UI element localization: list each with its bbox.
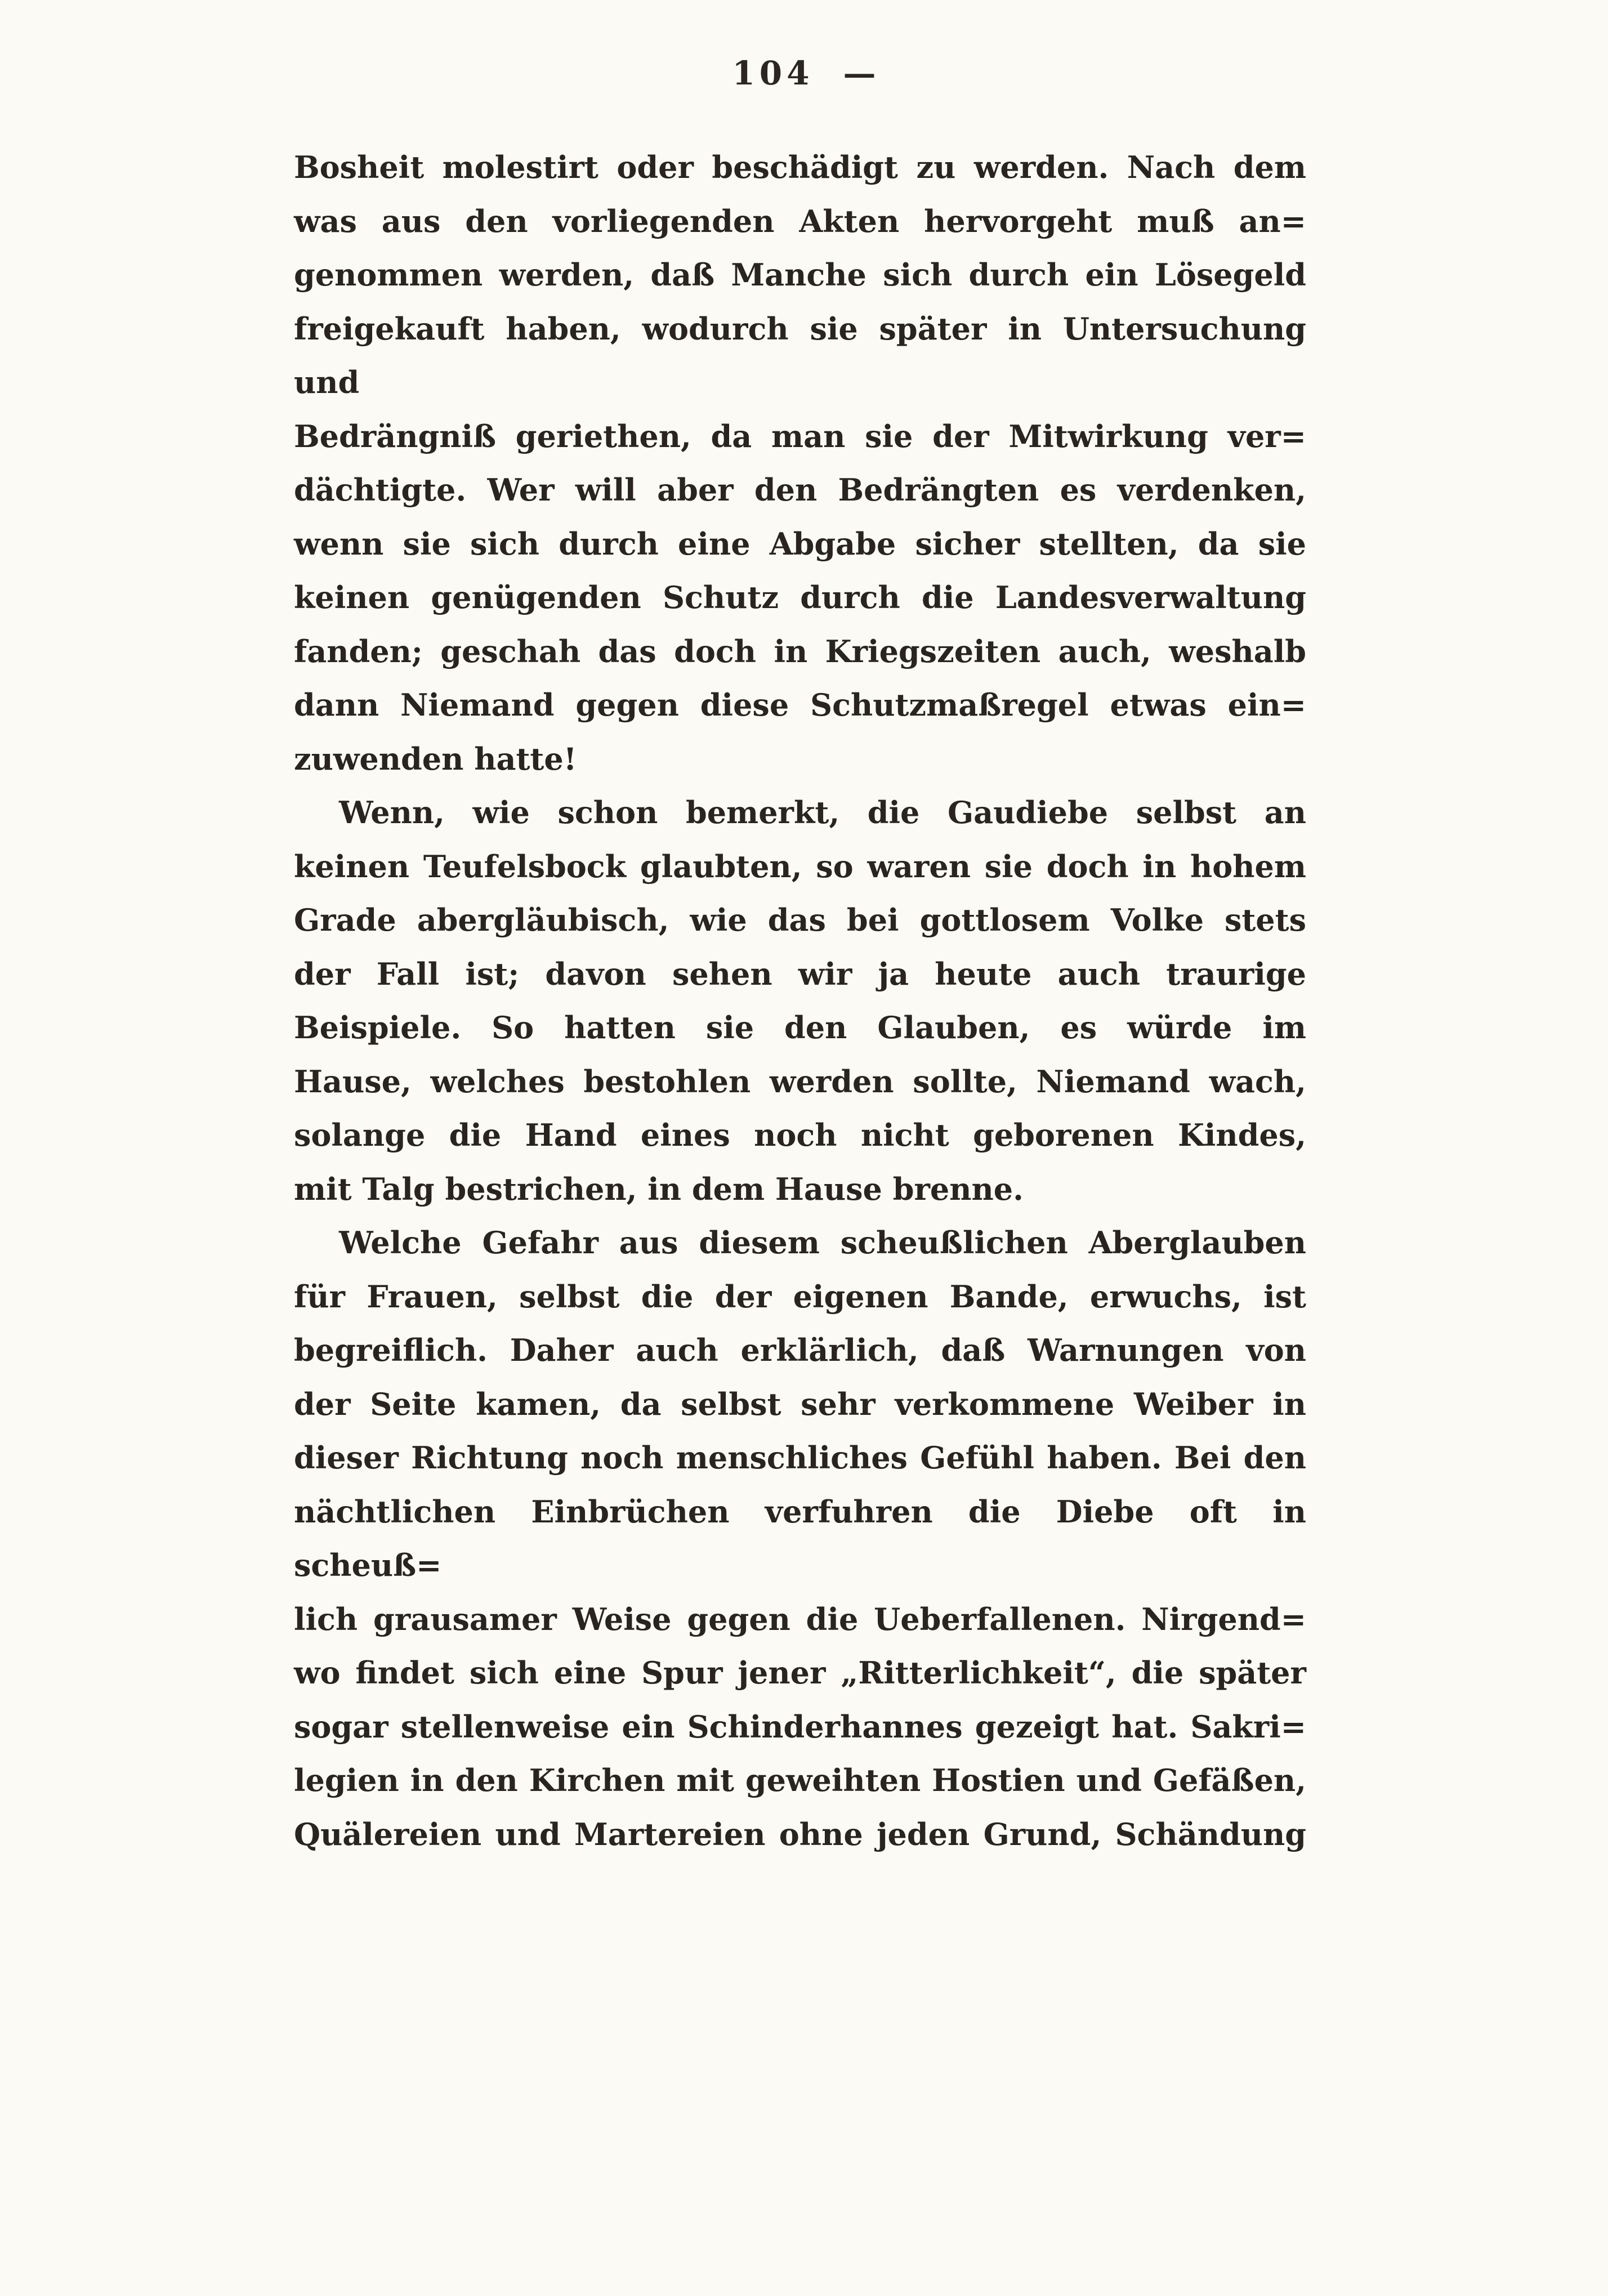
paragraph xyxy=(294,141,1306,786)
text-line: sogar stellenweise ein Schinderhannes gezeigt hat. Sakri= xyxy=(294,1708,1306,1745)
text-line: lich grausamer Weise gegen die Ueberfallenen. Nirgend= xyxy=(294,1601,1306,1637)
paragraph xyxy=(294,786,1306,1216)
text-line: für Frauen, selbst die der eigenen Bande, erwuchs, ist xyxy=(294,1278,1306,1315)
text-line: dieser Richtung noch menschliches Gefühl haben. Bei den xyxy=(294,1440,1306,1476)
text-line: der Fall ist; davon sehen wir ja heute auch traurige xyxy=(294,955,1306,992)
text-line: begreiflich. Daher auch erklärlich, daß Warnungen von xyxy=(294,1332,1306,1368)
text-line: legien in den Kirchen mit geweihten Hostien und Gefäßen, xyxy=(294,1762,1306,1798)
text-line: Bedrängniß geriethen, da man sie der Mitwirkung ver= xyxy=(294,418,1306,454)
text-line: solange die Hand eines noch nicht geborenen Kindes, xyxy=(294,1117,1306,1153)
text-line: dann Niemand gegen diese Schutzmaßregel etwas ein= xyxy=(294,687,1306,723)
text-line: was aus den vorliegenden Akten hervorgeht muß an= xyxy=(294,203,1306,239)
page-header-dash: — xyxy=(843,54,876,92)
text-line: nächtlichen Einbrüchen verfuhren die Diebe oft in scheuß= xyxy=(294,1493,1306,1583)
text-line: Hause, welches bestohlen werden sollte, Niemand wach, xyxy=(294,1063,1306,1100)
text-line: fanden; geschah das doch in Kriegszeiten auch, weshalb xyxy=(294,633,1306,669)
text-line: Wenn, wie schon bemerkt, die Gaudiebe selbst an xyxy=(339,794,1306,830)
text-line: Grade abergläubisch, wie das bei gottlosem Volke stets xyxy=(294,902,1306,938)
page-number: 104 xyxy=(732,54,814,92)
text-line: wo findet sich eine Spur jener „Ritterlichkeit“, die später xyxy=(294,1655,1306,1691)
text-line: zuwenden hatte! xyxy=(294,740,577,777)
text-line: mit Talg bestrichen, in dem Hause brenne. xyxy=(294,1171,1024,1207)
text-line: dächtigte. Wer will aber den Bedrängten es verdenken, xyxy=(294,472,1306,508)
text-line: genommen werden, daß Manche sich durch ein Lösegeld xyxy=(294,257,1306,293)
text-line: der Seite kamen, da selbst sehr verkommene Weiber in xyxy=(294,1386,1306,1422)
text-line: freigekauft haben, wodurch sie später in Untersuchung und xyxy=(294,310,1306,400)
text-line: wenn sie sich durch eine Abgabe sicher stellten, da sie xyxy=(294,525,1306,562)
text-block xyxy=(294,141,1306,1861)
page-header xyxy=(0,54,1608,92)
text-line: keinen Teufelsbock glaubten, so waren sie doch in hohem xyxy=(294,848,1306,885)
text-line: Welche Gefahr aus diesem scheußlichen Aberglauben xyxy=(339,1225,1306,1261)
text-line: Bosheit molestirt oder beschädigt zu werden. Nach dem xyxy=(294,149,1306,185)
text-line: Beispiele. So hatten sie den Glauben, es würde im xyxy=(294,1009,1306,1046)
text-line: Quälereien und Martereien ohne jeden Grund, Schändung xyxy=(294,1816,1306,1852)
text-line: keinen genügenden Schutz durch die Landesverwaltung xyxy=(294,579,1306,615)
paragraph xyxy=(294,1216,1306,1861)
